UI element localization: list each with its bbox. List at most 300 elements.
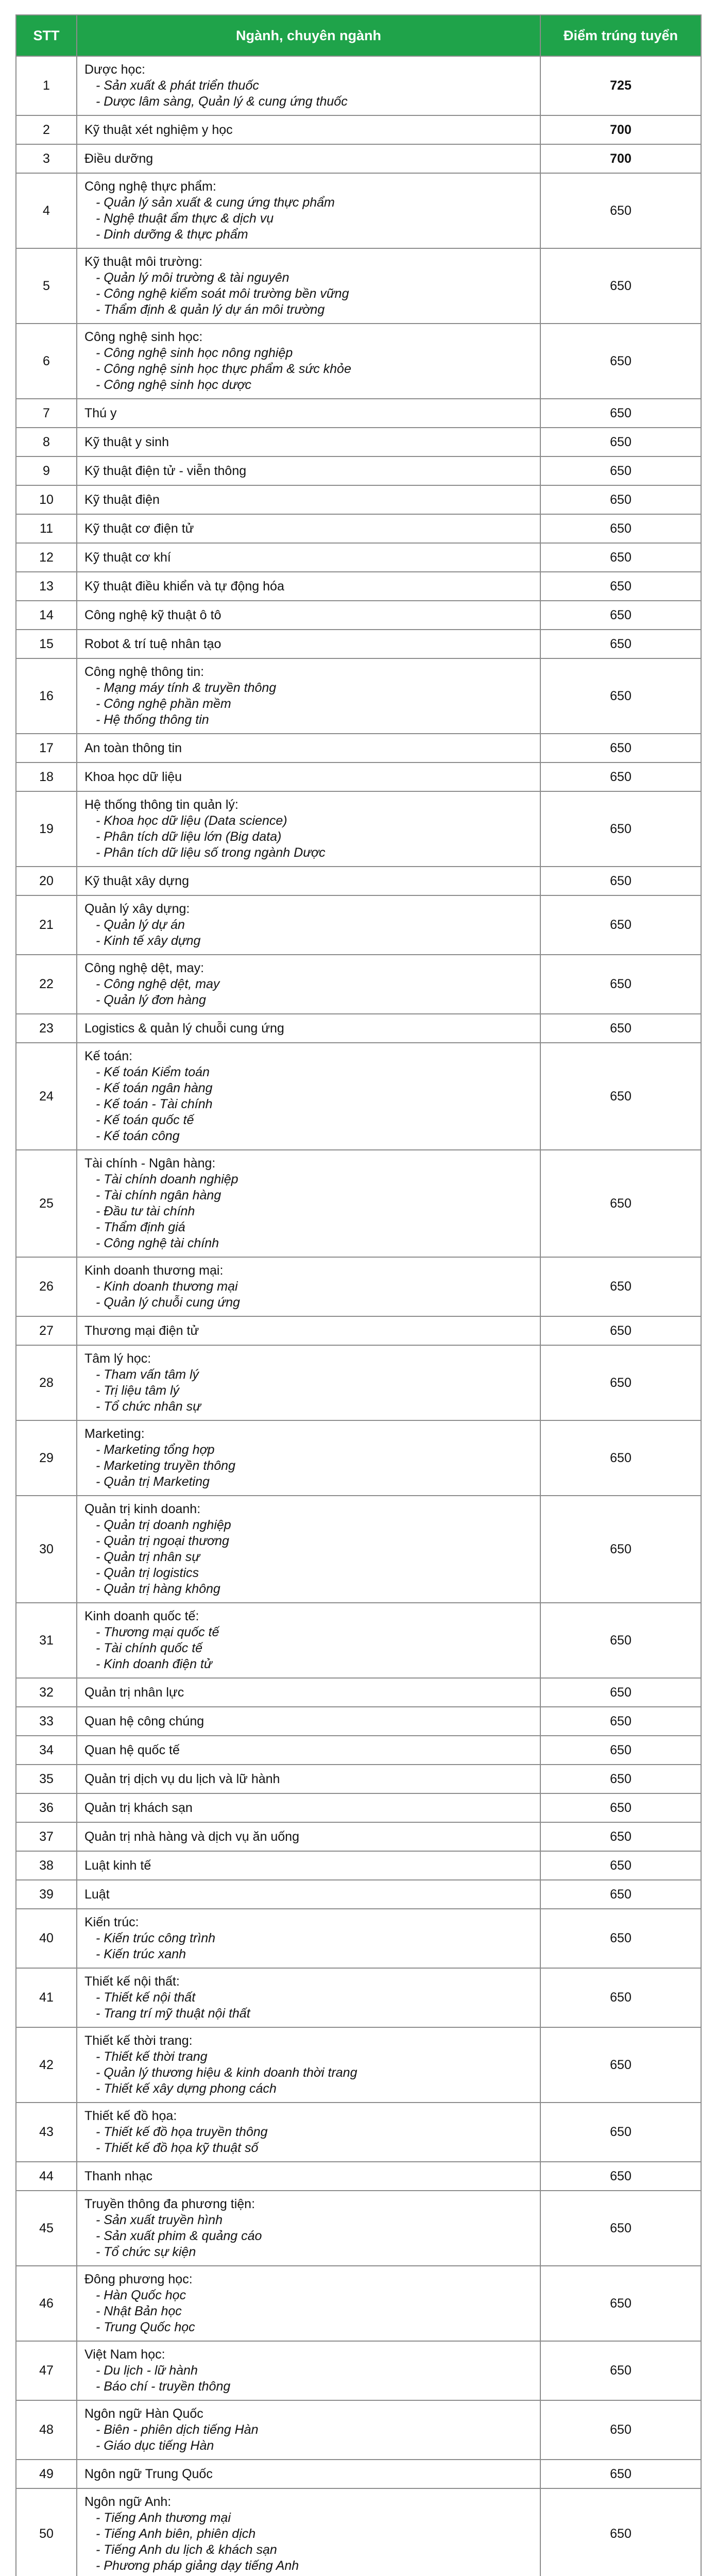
admission-score: 650 [540, 1909, 701, 1968]
admission-score: 650 [540, 2341, 701, 2400]
specialization-item: - Tiếng Anh thương mại [96, 2511, 231, 2525]
specialization-list [84, 1624, 533, 1672]
admission-score: 650 [540, 734, 701, 762]
specialization-list [84, 1442, 533, 1490]
major-cell [77, 1603, 540, 1678]
major-cell [77, 895, 540, 955]
specialization-item: - Nghệ thuật ẩm thực & dịch vụ [96, 211, 274, 226]
major-cell [77, 2103, 540, 2162]
major-cell [77, 1851, 540, 1880]
row-number: 7 [16, 399, 77, 428]
major-cell [77, 1257, 540, 1316]
admission-score: 650 [540, 2027, 701, 2103]
admission-score: 650 [540, 2460, 701, 2488]
specialization-item: - Nhật Bản học [96, 2304, 182, 2318]
specialization-item: - Du lịch - lữ hành [96, 2363, 198, 2378]
table-row [16, 173, 701, 248]
row-number: 26 [16, 1257, 77, 1316]
row-number: 38 [16, 1851, 77, 1880]
major-cell [77, 762, 540, 791]
row-number: 24 [16, 1043, 77, 1150]
major-name: Kỹ thuật điện tử - viễn thông [84, 463, 247, 478]
specialization-item: - Báo chí - truyền thông [96, 2379, 231, 2394]
column-header-major: Ngành, chuyên ngành [77, 15, 540, 56]
major-name: Khoa học dữ liệu [84, 769, 182, 784]
specialization-item: - Thẩm định giá [96, 1220, 185, 1234]
table-row [16, 630, 701, 658]
table-row [16, 734, 701, 762]
admission-score: 650 [540, 762, 701, 791]
admission-score: 700 [540, 115, 701, 144]
table-body [16, 56, 701, 2576]
major-cell [77, 1909, 540, 1968]
major-cell [77, 1043, 540, 1150]
table-row [16, 1793, 701, 1822]
specialization-item: - Quản lý sản xuất & cung ứng thực phẩm [96, 195, 335, 210]
admission-score: 650 [540, 2103, 701, 2162]
specialization-list [84, 680, 533, 728]
specialization-item: - Công nghệ dệt, may [96, 977, 220, 991]
major-name: Ngôn ngữ Trung Quốc [84, 2466, 213, 2481]
row-number: 2 [16, 115, 77, 144]
major-cell [77, 485, 540, 514]
major-name: Luật kinh tế [84, 1858, 151, 1873]
specialization-item: - Quản trị hàng không [96, 1582, 220, 1596]
row-number: 10 [16, 485, 77, 514]
table-row [16, 2341, 701, 2400]
specialization-list [84, 1990, 533, 2022]
major-cell [77, 1736, 540, 1765]
table-row [16, 456, 701, 485]
admission-score: 650 [540, 485, 701, 514]
major-name: Công nghệ thực phẩm: [84, 179, 216, 194]
table-row [16, 1603, 701, 1678]
specialization-item: - Phân tích dữ liệu số trong ngành Dược [96, 845, 326, 860]
specialization-item: - Quản lý thương hiệu & kinh doanh thời trang [96, 2065, 357, 2080]
specialization-item: - Quản lý môi trường & tài nguyên [96, 270, 289, 285]
major-cell [77, 144, 540, 173]
major-name: Ngôn ngữ Hàn Quốc [84, 2406, 203, 2421]
row-number: 39 [16, 1880, 77, 1909]
major-name: Kỹ thuật môi trường: [84, 255, 203, 269]
specialization-item: - Tiếng Anh biên, phiên dịch [96, 2527, 256, 2541]
row-number: 32 [16, 1678, 77, 1707]
major-cell [77, 248, 540, 324]
admission-score: 650 [540, 2162, 701, 2191]
specialization-item: - Sản xuất & phát triển thuốc [96, 78, 259, 93]
row-number: 35 [16, 1765, 77, 1793]
specialization-item: - Thương mại quốc tế [96, 1625, 219, 1639]
specialization-list [84, 1930, 533, 1962]
major-name: Dược học: [84, 62, 145, 77]
specialization-item: - Quản trị doanh nghiệp [96, 1518, 231, 1532]
specialization-item: - Trang trí mỹ thuật nội thất [96, 2006, 250, 2021]
major-cell [77, 514, 540, 543]
specialization-list [84, 813, 533, 861]
row-number: 18 [16, 762, 77, 791]
specialization-item: - Quản lý chuỗi cung ứng [96, 1295, 240, 1310]
admission-score: 650 [540, 1880, 701, 1909]
admission-score: 650 [540, 1420, 701, 1496]
admission-score: 650 [540, 2400, 701, 2460]
admission-score: 650 [540, 1043, 701, 1150]
admission-score: 700 [540, 144, 701, 173]
major-name: Công nghệ dệt, may: [84, 961, 204, 975]
table-row [16, 762, 701, 791]
row-number: 48 [16, 2400, 77, 2460]
admission-score: 650 [540, 630, 701, 658]
row-number: 23 [16, 1014, 77, 1043]
major-name: Quan hệ quốc tế [84, 1742, 180, 1757]
major-name: Quản trị nhân lực [84, 1685, 184, 1700]
major-name: Công nghệ sinh học: [84, 330, 203, 344]
admission-score: 650 [540, 456, 701, 485]
admission-score: 650 [540, 1345, 701, 1420]
major-cell [77, 1765, 540, 1793]
major-name: Thanh nhạc [84, 2168, 153, 2183]
specialization-list [84, 195, 533, 243]
specialization-item: - Quản trị logistics [96, 1566, 199, 1580]
specialization-item: - Quản lý dự án [96, 918, 185, 932]
admission-score: 650 [540, 601, 701, 630]
specialization-item: - Đầu tư tài chính [96, 1204, 195, 1218]
specialization-item: - Quản trị Marketing [96, 1475, 210, 1489]
specialization-item: - Công nghệ sinh học thực phẩm & sức khỏe [96, 362, 351, 376]
table-row [16, 601, 701, 630]
major-cell [77, 1316, 540, 1345]
specialization-item: - Mạng máy tính & truyền thông [96, 681, 277, 695]
specialization-item: - Sản xuất phim & quảng cáo [96, 2229, 262, 2243]
row-number: 20 [16, 867, 77, 895]
major-cell [77, 173, 540, 248]
major-cell [77, 2341, 540, 2400]
specialization-list [84, 2049, 533, 2097]
admission-score: 650 [540, 173, 701, 248]
specialization-item: - Thiết kế đồ họa kỹ thuật số [96, 2141, 259, 2155]
major-name: Ngôn ngữ Anh: [84, 2495, 172, 2509]
major-name: Quản trị nhà hàng và dịch vụ ăn uống [84, 1829, 299, 1844]
major-cell [77, 2488, 540, 2576]
table-row [16, 1345, 701, 1420]
specialization-list [84, 1279, 533, 1311]
admission-score: 650 [540, 428, 701, 456]
specialization-list [84, 2363, 533, 2395]
table-row [16, 144, 701, 173]
specialization-list [84, 917, 533, 949]
specialization-list [84, 78, 533, 110]
specialization-list [84, 2510, 533, 2574]
table-row [16, 2191, 701, 2266]
admission-score: 725 [540, 56, 701, 115]
row-number: 50 [16, 2488, 77, 2576]
specialization-list [84, 2212, 533, 2260]
major-name: Điều dưỡng [84, 151, 154, 166]
table-row [16, 1880, 701, 1909]
major-cell [77, 115, 540, 144]
major-cell [77, 1793, 540, 1822]
major-cell [77, 1420, 540, 1496]
major-cell [77, 734, 540, 762]
major-name: Quản trị khách sạn [84, 1800, 193, 1815]
table-row [16, 1257, 701, 1316]
row-number: 27 [16, 1316, 77, 1345]
major-cell [77, 630, 540, 658]
table-row [16, 2103, 701, 2162]
row-number: 44 [16, 2162, 77, 2191]
major-name: Kinh doanh quốc tế: [84, 1609, 199, 1623]
table-row [16, 2488, 701, 2576]
specialization-item: - Quản trị ngoại thương [96, 1534, 229, 1548]
major-name: Quan hệ công chúng [84, 1714, 204, 1728]
table-row [16, 2027, 701, 2103]
table-row [16, 2400, 701, 2460]
admission-score: 650 [540, 955, 701, 1014]
row-number: 11 [16, 514, 77, 543]
row-number: 1 [16, 56, 77, 115]
row-number: 29 [16, 1420, 77, 1496]
major-name: Thương mại điện tử [84, 1323, 199, 1338]
major-name: Kỹ thuật y sinh [84, 434, 169, 449]
specialization-item: - Hệ thống thông tin [96, 713, 209, 727]
table-row [16, 1707, 701, 1736]
specialization-item: - Kinh doanh điện tử [96, 1657, 212, 1671]
table-row [16, 658, 701, 734]
major-name: Việt Nam học: [84, 2347, 165, 2362]
table-row [16, 1014, 701, 1043]
specialization-item: - Kinh doanh thương mại [96, 1279, 238, 1294]
admission-score: 650 [540, 1014, 701, 1043]
major-name: Quản trị dịch vụ du lịch và lữ hành [84, 1771, 280, 1786]
specialization-item: - Marketing truyền thông [96, 1459, 235, 1473]
specialization-item: - Tổ chức nhân sự [96, 1399, 201, 1414]
table-row [16, 514, 701, 543]
table-row [16, 1909, 701, 1968]
table-row [16, 1150, 701, 1257]
table-row [16, 1851, 701, 1880]
specialization-item: - Kế toán Kiểm toán [96, 1065, 210, 1079]
major-name: Logistics & quản lý chuỗi cung ứng [84, 1021, 284, 1036]
major-cell [77, 572, 540, 601]
specialization-item: - Thiết kế nội thất [96, 1990, 196, 2005]
admission-score-sheet [15, 14, 701, 2576]
admission-score: 650 [540, 1496, 701, 1603]
major-name: Quản trị kinh doanh: [84, 1502, 201, 1516]
admission-score: 650 [540, 895, 701, 955]
table-row [16, 1678, 701, 1707]
admission-score: 650 [540, 1765, 701, 1793]
admission-score: 650 [540, 2488, 701, 2576]
row-number: 42 [16, 2027, 77, 2103]
table-row [16, 895, 701, 955]
table-row [16, 955, 701, 1014]
major-name: Công nghệ thông tin: [84, 665, 204, 679]
admission-score: 650 [540, 1851, 701, 1880]
admission-score: 650 [540, 658, 701, 734]
specialization-item: - Kiến trúc xanh [96, 1947, 186, 1961]
row-number: 28 [16, 1345, 77, 1420]
specialization-item: - Kế toán - Tài chính [96, 1097, 213, 1111]
major-cell [77, 2162, 540, 2191]
admission-score: 650 [540, 514, 701, 543]
major-cell [77, 399, 540, 428]
specialization-item: - Phân tích dữ liệu lớn (Big data) [96, 829, 282, 844]
specialization-item: - Hàn Quốc học [96, 2288, 186, 2302]
specialization-item: - Thẩm định & quản lý dự án môi trường [96, 302, 325, 317]
specialization-item: - Dinh dưỡng & thực phẩm [96, 227, 248, 242]
table-row [16, 1316, 701, 1345]
specialization-item: - Kế toán ngân hàng [96, 1081, 213, 1095]
admission-score: 650 [540, 1678, 701, 1707]
row-number: 21 [16, 895, 77, 955]
major-cell [77, 601, 540, 630]
major-name: Tài chính - Ngân hàng: [84, 1156, 216, 1171]
table-row [16, 572, 701, 601]
table-row [16, 399, 701, 428]
major-name: Kỹ thuật cơ điện tử [84, 521, 194, 536]
table-row [16, 1822, 701, 1851]
column-header-score: Điểm trúng tuyển [540, 15, 701, 56]
table-row [16, 1736, 701, 1765]
specialization-item: - Khoa học dữ liệu (Data science) [96, 814, 287, 828]
row-number: 41 [16, 1968, 77, 2027]
major-cell [77, 428, 540, 456]
admission-score: 650 [540, 1603, 701, 1678]
table-row [16, 1765, 701, 1793]
major-cell [77, 324, 540, 399]
admission-score: 650 [540, 1822, 701, 1851]
major-name: Marketing: [84, 1427, 145, 1441]
row-number: 13 [16, 572, 77, 601]
major-cell [77, 1678, 540, 1707]
specialization-item: - Trung Quốc học [96, 2320, 195, 2334]
row-number: 25 [16, 1150, 77, 1257]
major-name: Kế toán: [84, 1049, 133, 1063]
row-number: 43 [16, 2103, 77, 2162]
specialization-list [84, 1064, 533, 1144]
specialization-item: - Phương pháp giảng dạy tiếng Anh [96, 2558, 299, 2573]
specialization-item: - Trị liệu tâm lý [96, 1383, 180, 1398]
major-name: Công nghệ kỹ thuật ô tô [84, 607, 221, 622]
major-cell [77, 1968, 540, 2027]
table-row [16, 56, 701, 115]
admission-score: 650 [540, 1257, 701, 1316]
row-number: 40 [16, 1909, 77, 1968]
table-row [16, 324, 701, 399]
table-row [16, 1968, 701, 2027]
table-row [16, 543, 701, 572]
admission-score-table [15, 14, 702, 2576]
major-cell [77, 1822, 540, 1851]
major-name: Thiết kế nội thất: [84, 1974, 180, 1989]
specialization-list [84, 1367, 533, 1415]
row-number: 37 [16, 1822, 77, 1851]
specialization-item: - Biên - phiên dịch tiếng Hàn [96, 2422, 259, 2437]
admission-score: 650 [540, 2266, 701, 2341]
specialization-list [84, 1517, 533, 1597]
row-number: 30 [16, 1496, 77, 1603]
specialization-list [84, 1172, 533, 1251]
major-cell [77, 1014, 540, 1043]
major-cell [77, 1880, 540, 1909]
row-number: 16 [16, 658, 77, 734]
row-number: 6 [16, 324, 77, 399]
major-name: Truyền thông đa phương tiện: [84, 2197, 255, 2211]
specialization-item: - Tham vấn tâm lý [96, 1367, 199, 1382]
specialization-item: - Công nghệ sinh học dược [96, 378, 251, 392]
specialization-list [84, 2287, 533, 2335]
major-cell [77, 543, 540, 572]
major-name: Kỹ thuật cơ khí [84, 550, 171, 565]
admission-score: 650 [540, 1707, 701, 1736]
major-cell [77, 1707, 540, 1736]
row-number: 12 [16, 543, 77, 572]
major-cell [77, 2400, 540, 2460]
row-number: 15 [16, 630, 77, 658]
specialization-item: - Công nghệ tài chính [96, 1236, 219, 1250]
specialization-item: - Tài chính doanh nghiệp [96, 1172, 238, 1187]
specialization-item: - Kế toán quốc tế [96, 1113, 194, 1127]
specialization-item: - Kiến trúc công trình [96, 1931, 216, 1945]
major-cell [77, 955, 540, 1014]
specialization-item: - Tiếng Anh du lịch & khách sạn [96, 2543, 277, 2557]
specialization-item: - Tài chính quốc tế [96, 1641, 203, 1655]
row-number: 34 [16, 1736, 77, 1765]
major-cell [77, 56, 540, 115]
major-cell [77, 2027, 540, 2103]
admission-score: 650 [540, 1316, 701, 1345]
row-number: 33 [16, 1707, 77, 1736]
admission-score: 650 [540, 1968, 701, 2027]
specialization-list [84, 270, 533, 318]
specialization-item: - Dược lâm sàng, Quản lý & cung ứng thuốc [96, 94, 348, 109]
row-number: 8 [16, 428, 77, 456]
table-row [16, 485, 701, 514]
admission-score: 650 [540, 2191, 701, 2266]
admission-score: 650 [540, 324, 701, 399]
specialization-item: - Thiết kế đồ họa truyền thông [96, 2125, 268, 2139]
specialization-item: - Marketing tổng hợp [96, 1443, 215, 1457]
major-name: Hệ thống thông tin quản lý: [84, 798, 238, 812]
major-name: Luật [84, 1887, 110, 1902]
specialization-item: - Giáo dục tiếng Hàn [96, 2438, 214, 2453]
row-number: 49 [16, 2460, 77, 2488]
specialization-list [84, 345, 533, 393]
specialization-item: - Sản xuất truyền hình [96, 2213, 223, 2227]
row-number: 22 [16, 955, 77, 1014]
specialization-item: - Thiết kế xây dựng phong cách [96, 2081, 277, 2096]
major-cell [77, 2460, 540, 2488]
table-row [16, 2266, 701, 2341]
specialization-list [84, 2422, 533, 2454]
specialization-list [84, 2124, 533, 2156]
major-cell [77, 867, 540, 895]
major-name: Kỹ thuật xây dựng [84, 873, 189, 888]
specialization-item: - Công nghệ sinh học nông nghiệp [96, 346, 293, 360]
specialization-item: - Quản lý đơn hàng [96, 993, 206, 1007]
admission-score: 650 [540, 399, 701, 428]
row-number: 9 [16, 456, 77, 485]
row-number: 4 [16, 173, 77, 248]
row-number: 17 [16, 734, 77, 762]
major-name: Tâm lý học: [84, 1351, 151, 1366]
row-number: 36 [16, 1793, 77, 1822]
row-number: 3 [16, 144, 77, 173]
table-row [16, 248, 701, 324]
admission-score: 650 [540, 1736, 701, 1765]
major-name: An toàn thông tin [84, 740, 182, 755]
major-name: Thiết kế đồ họa: [84, 2109, 177, 2123]
admission-score: 650 [540, 572, 701, 601]
